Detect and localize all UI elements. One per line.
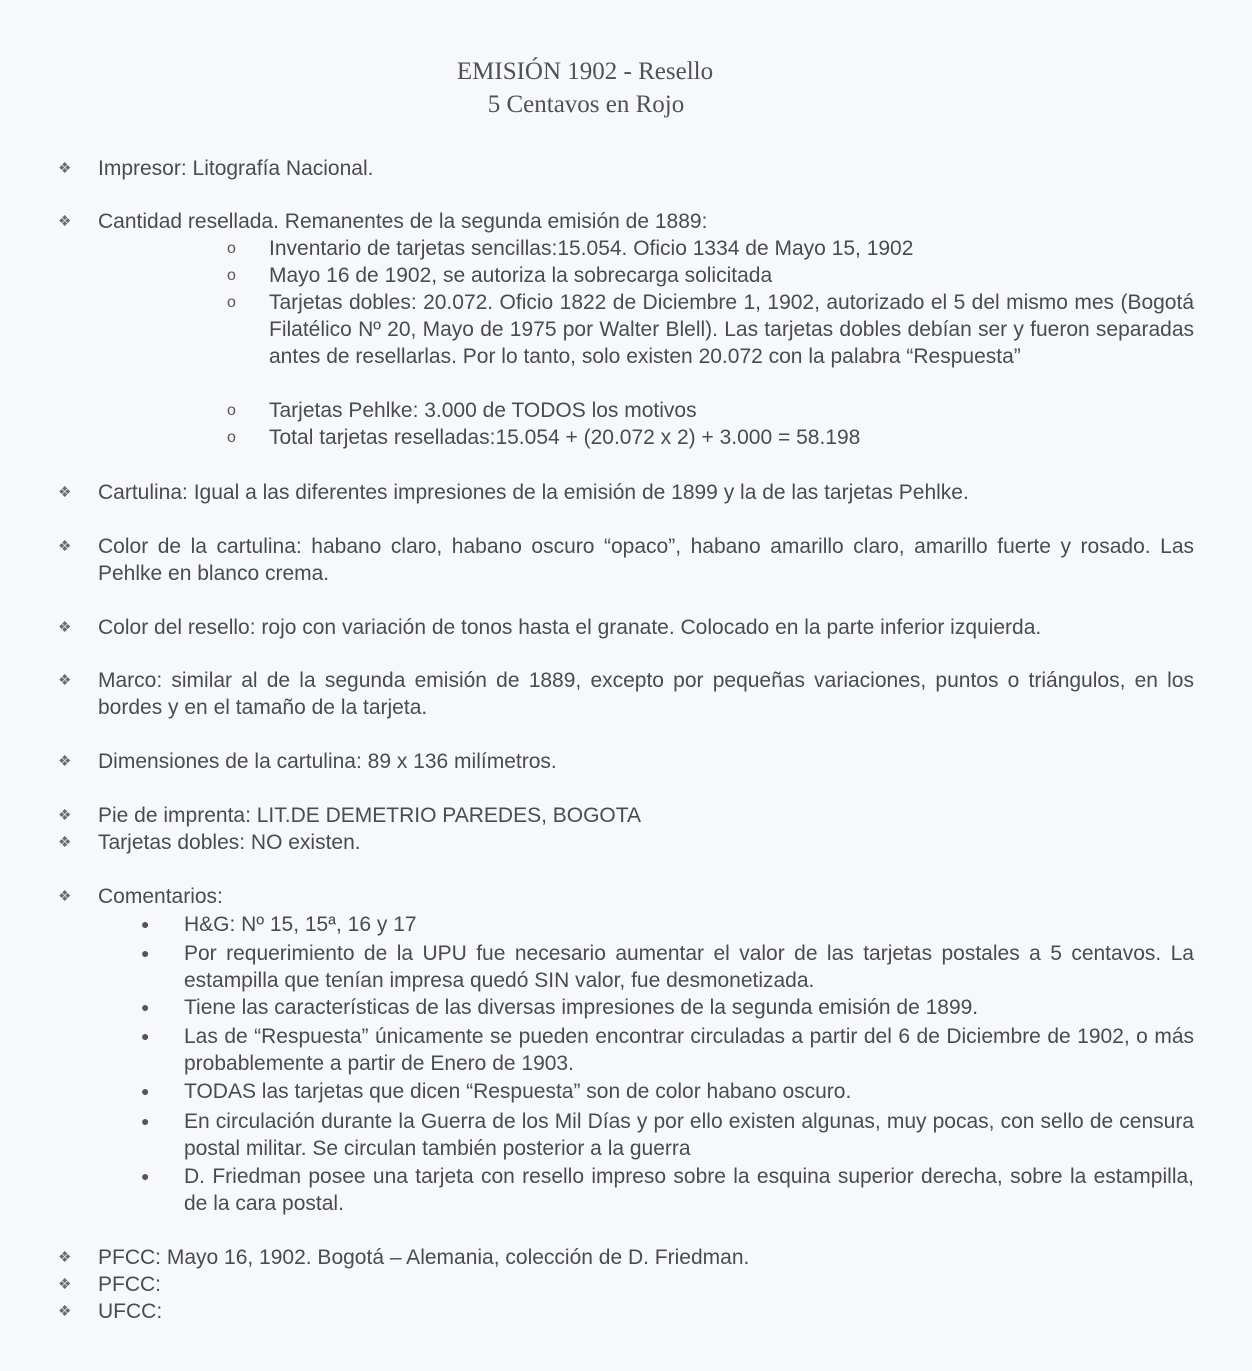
diamond-bullet-icon: ❖ <box>58 1276 72 1293</box>
dot-bullet-icon: ● <box>141 945 150 961</box>
dot-bullet-icon: ● <box>141 1028 150 1044</box>
document-subtitle: 5 Centavos en Rojo <box>487 91 685 118</box>
diamond-bullet-icon: ❖ <box>58 834 72 851</box>
diamond-bullet-icon: ❖ <box>58 753 72 770</box>
comentario-item: TODAS las tarjetas que dicen “Respuesta” son de color habano oscuro. <box>184 1080 852 1103</box>
cantidad-sub-item: Total tarjetas reselladas:15.054 + (20.072 x 2) + 3.000 = 58.198 <box>269 426 861 449</box>
item-tarjetas-dobles: Tarjetas dobles: NO existen. <box>98 831 361 854</box>
circle-bullet-icon: o <box>227 294 236 311</box>
dot-bullet-icon: ● <box>141 1083 150 1099</box>
comentario-item: H&G: Nº 15, 15ª, 16 y 17 <box>184 913 417 936</box>
circle-bullet-icon: o <box>227 402 236 419</box>
cantidad-sub-item: Inventario de tarjetas sencillas:15.054. Oficio 1334 de Mayo 15, 1902 <box>269 237 914 260</box>
circle-bullet-icon: o <box>227 267 236 284</box>
diamond-bullet-icon: ❖ <box>58 619 72 636</box>
item-color-cartulina: Color de la cartulina: habano claro, habano oscuro “opaco”, habano amarillo claro, amarillo fuerte y rosado. Las Pehlke en blanco crema. <box>98 535 1194 585</box>
diamond-bullet-icon: ❖ <box>58 672 72 689</box>
circle-bullet-icon: o <box>227 429 236 446</box>
comentario-item: En circulación durante la Guerra de los Mil Días y por ello existen algunas, muy pocas, con sello de censura postal militar. Se circulan también posterior a la guerra <box>184 1110 1194 1160</box>
item-comentarios: Comentarios: <box>98 885 223 908</box>
diamond-bullet-icon: ❖ <box>58 160 72 177</box>
comentario-item: Las de “Respuesta” únicamente se pueden encontrar circuladas a partir del 6 de Diciembre de 1902, o más probablemente a partir de Enero de 1903. <box>184 1025 1194 1075</box>
dot-bullet-icon: ● <box>141 1113 150 1129</box>
item-pie-imprenta: Pie de imprenta: LIT.DE DEMETRIO PAREDES, BOGOTA <box>98 804 642 827</box>
item-cantidad: Cantidad resellada. Remanentes de la segunda emisión de 1889: <box>98 210 708 233</box>
item-marco: Marco: similar al de la segunda emisión de 1889, excepto por pequeñas variaciones, puntos o triángulos, en los bordes y en el tamaño de la tarjeta. <box>98 669 1194 719</box>
diamond-bullet-icon: ❖ <box>58 484 72 501</box>
cantidad-sub-item: Mayo 16 de 1902, se autoriza la sobrecarga solicitada <box>269 264 773 287</box>
item-impresor: Impresor: Litografía Nacional. <box>98 157 374 180</box>
dot-bullet-icon: ● <box>141 916 150 932</box>
dot-bullet-icon: ● <box>141 999 150 1015</box>
diamond-bullet-icon: ❖ <box>58 1303 72 1320</box>
item-pfcc-1: PFCC: Mayo 16, 1902. Bogotá – Alemania, colección de D. Friedman. <box>98 1246 750 1269</box>
cantidad-sub-item: Tarjetas Pehlke: 3.000 de TODOS los motivos <box>269 399 697 422</box>
item-pfcc-2: PFCC: <box>98 1273 161 1296</box>
comentario-item: D. Friedman posee una tarjeta con resello impreso sobre la esquina superior derecha, sobre la estampilla, de la cara postal. <box>184 1165 1194 1215</box>
comentario-item: Tiene las características de las diversas impresiones de la segunda emisión de 1899. <box>184 996 979 1019</box>
document-title: EMISIÓN 1902 - Resello <box>456 58 714 85</box>
dot-bullet-icon: ● <box>141 1168 150 1184</box>
comentario-item: Por requerimiento de la UPU fue necesario aumentar el valor de las tarjetas postales a 5 centavos. La estampilla que tenían impresa quedó SIN valor, fue desmonetizada. <box>184 942 1194 992</box>
circle-bullet-icon: o <box>227 240 236 257</box>
diamond-bullet-icon: ❖ <box>58 213 72 230</box>
cantidad-sub-item: Tarjetas dobles: 20.072. Oficio 1822 de Diciembre 1, 1902, autorizado el 5 del mismo mes (Bogotá Filatélico Nº 20, Mayo de 1975 por Walter Blell). Las tarjetas dobles debían ser y fueron separadas antes de resellarlas. Por lo tanto, solo existen 20.072 con la palabra “Respuesta” <box>269 291 1194 368</box>
item-ufcc: UFCC: <box>98 1300 163 1323</box>
diamond-bullet-icon: ❖ <box>58 1249 72 1266</box>
item-dimensiones: Dimensiones de la cartulina: 89 x 136 milímetros. <box>98 750 557 773</box>
diamond-bullet-icon: ❖ <box>58 538 72 555</box>
item-cartulina: Cartulina: Igual a las diferentes impresiones de la emisión de 1899 y la de las tarjetas Pehlke. <box>98 481 969 504</box>
item-color-resello: Color del resello: rojo con variación de tonos hasta el granate. Colocado en la parte inferior izquierda. <box>98 616 1042 639</box>
diamond-bullet-icon: ❖ <box>58 888 72 905</box>
diamond-bullet-icon: ❖ <box>58 807 72 824</box>
